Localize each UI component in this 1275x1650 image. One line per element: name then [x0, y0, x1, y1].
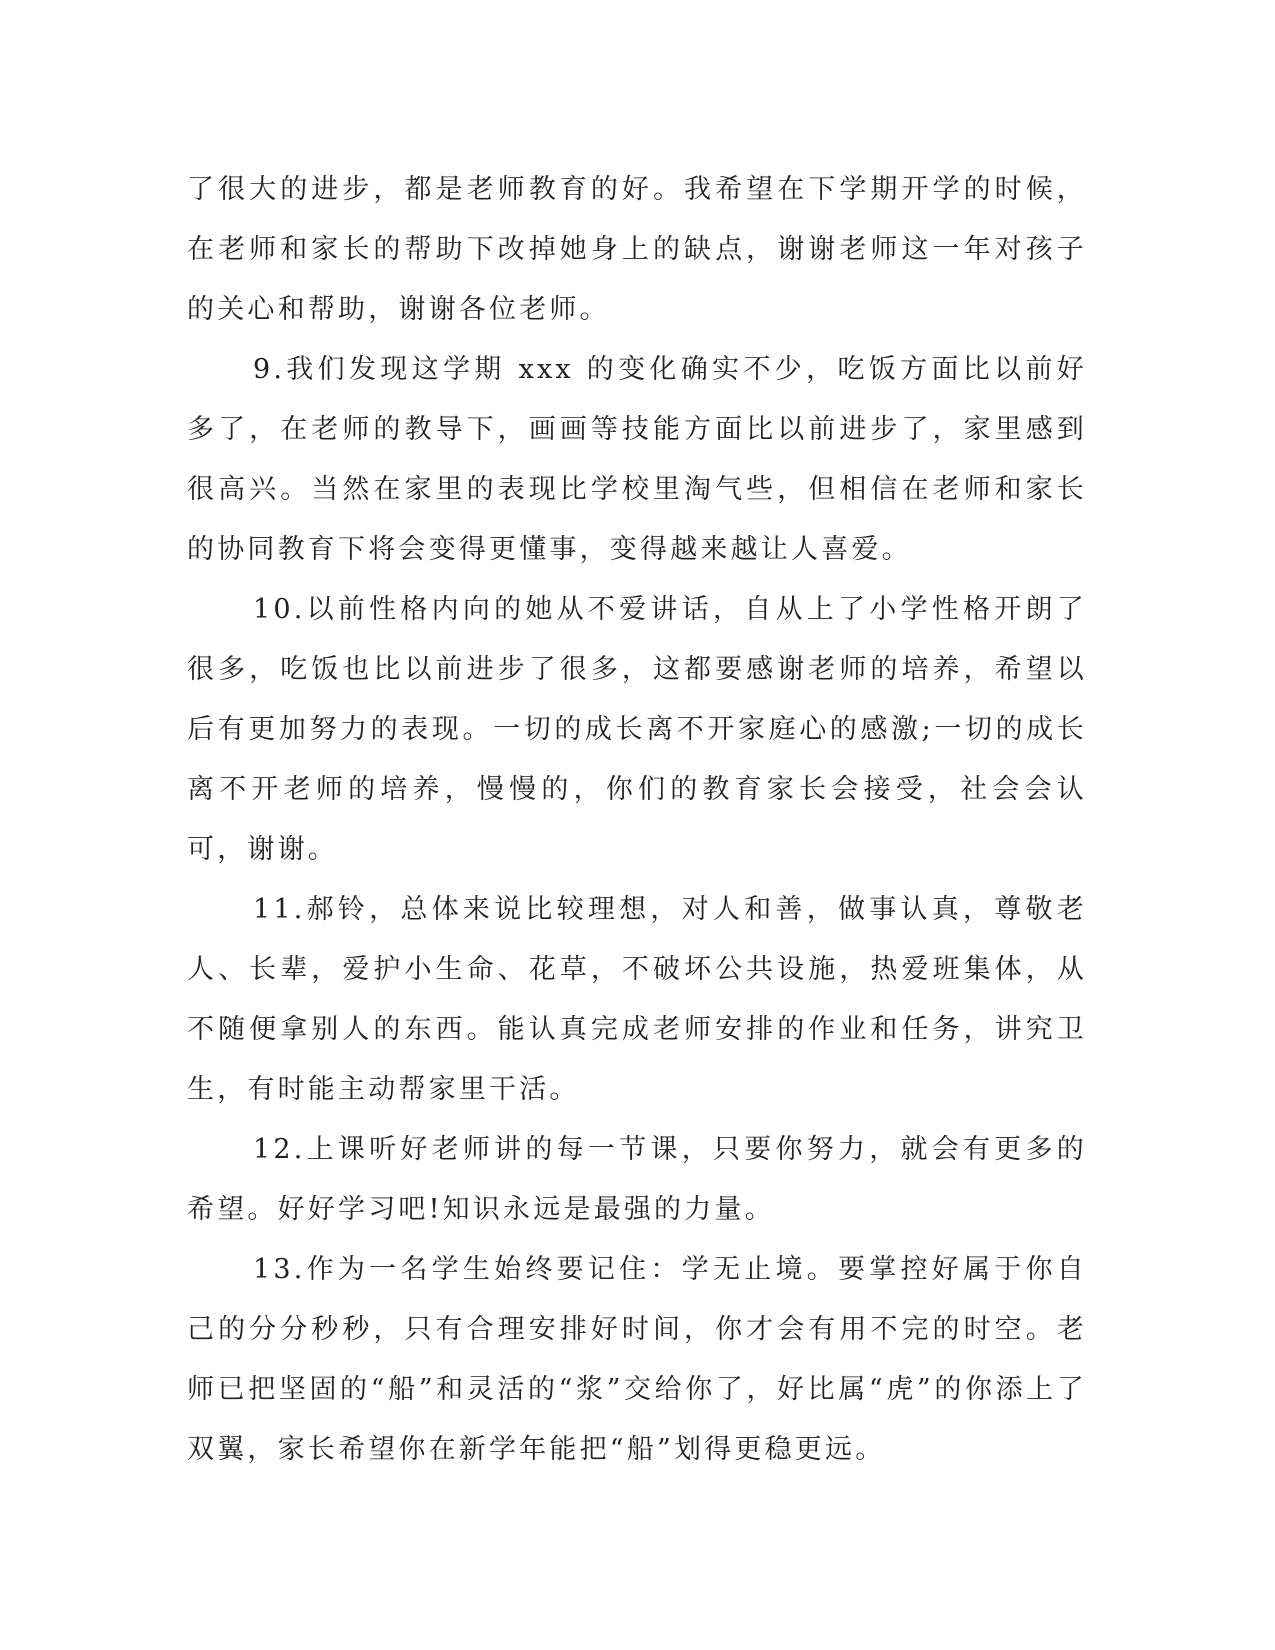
paragraph-item-10: 10.以前性格内向的她从不爱讲话，自从上了小学性格开朗了很多，吃饭也比以前进步了很多，这都要感谢老师的培养，希望以后有更加努力的表现。一切的成长离不开家庭心的感激;一切的成长离不开老师的培养，慢慢的，你们的教育家长会接受，社会会认可，谢谢。: [187, 594, 1087, 865]
paragraph-continuation: 了很大的进步，都是老师教育的好。我希望在下学期开学的时候，在老师和家长的帮助下改掉她身上的缺点，谢谢老师这一年对孩子的关心和帮助，谢谢各位老师。: [187, 174, 1087, 325]
paragraph-item-13: 13.作为一名学生始终要记住：学无止境。要掌控好属于你自己的分分秒秒，只有合理安排好时间，你才会有用不完的时空。老师已把坚固的“船”和灵活的“浆”交给你了，好比属“虎”的你添上了双翼，家长希望你在新学年能把“船”划得更稳更远。: [187, 1254, 1087, 1465]
paragraph-item-12: 12.上课听好老师讲的每一节课，只要你努力，就会有更多的希望。好好学习吧!知识永远是最强的力量。: [187, 1134, 1087, 1225]
document-body: [187, 160, 1087, 1480]
paragraph-item-11: 11.郝铃，总体来说比较理想，对人和善，做事认真，尊敬老人、长辈，爱护小生命、花草，不破坏公共设施，热爱班集体，从不随便拿别人的东西。能认真完成老师安排的作业和任务，讲究卫生，有时能主动帮家里干活。: [187, 894, 1087, 1105]
paragraph-item-9: 9.我们发现这学期 xxx 的变化确实不少，吃饭方面比以前好多了，在老师的教导下，画画等技能方面比以前进步了，家里感到很高兴。当然在家里的表现比学校里淘气些，但相信在老师和家长的协同教育下将会变得更懂事，变得越来越让人喜爱。: [187, 354, 1087, 565]
